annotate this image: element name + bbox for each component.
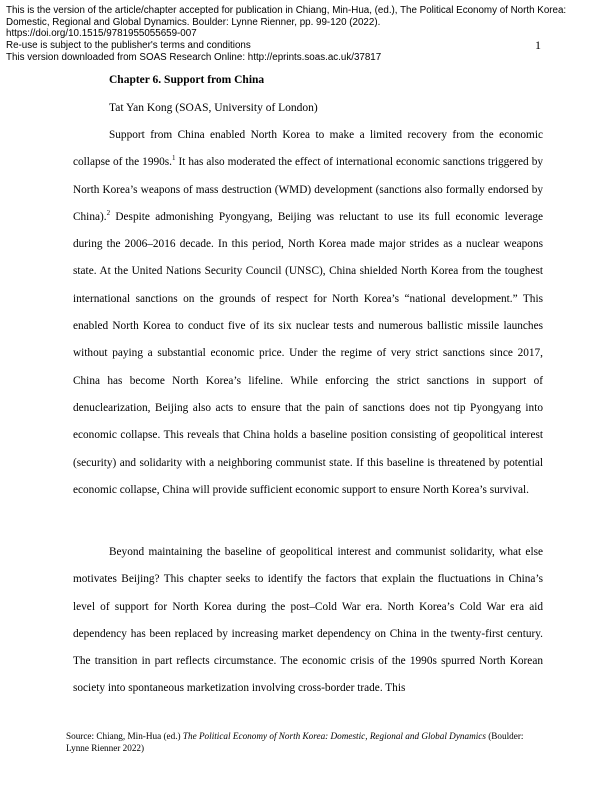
footnote-ref-1[interactable]: 1 (172, 154, 176, 163)
header-line: Domestic, Regional and Global Dynamics. Boulder: Lynne Rienner, pp. 99-120 (2022). (6, 16, 381, 28)
header-line: Re-use is subject to the publisher's terms and conditions (6, 40, 251, 52)
repository-header (6, 5, 606, 64)
body-paragraph-2: Beyond maintaining the baseline of geopolitical interest and communist solidarity, what else motivates Beijing? This chapter seeks to identify the factors that explain the fluctuations in China’s level of support for North Korea during the post–Cold War era. North Korea’s Cold War era aid dependency has been replaced by increasing market dependency on China in the twenty-first century. The transition in part reflects circumstance. The economic crisis of the 1990s spurred North Korean society into spontaneous marketization involving cross-border trade. This (73, 546, 543, 695)
header-line: This is the version of the article/chapter accepted for publication in Chiang, Min-Hua, (ed.), The Political Economy of North Korea: (6, 5, 567, 16)
source-footer (66, 731, 546, 755)
body-paragraph-1 (73, 122, 543, 504)
footer-book-title: The Political Economy of North Korea: Domestic, Regional and Global Dynamics (182, 731, 486, 741)
footnote-ref-2[interactable]: 2 (106, 208, 111, 217)
paragraph-text: It has also moderated the effect of international economic sanctions triggered by North Korea’s weapons of mass destruction (WMD) development (sanctions also formally endorsed by China). (73, 156, 543, 223)
header-line: https://doi.org/10.1515/9781955055659-007 (6, 28, 197, 40)
footer-suffix: (Boulder: Lynne Rienner 2022) (66, 731, 524, 753)
page-number: 1 (535, 38, 541, 52)
chapter-title: Chapter 6. Support from China (109, 74, 265, 86)
paragraph-text: Despite admonishing Pyongyang, Beijing was reluctant to use its full economic leverage during the 2006–2016 decade. In this period, North Korea made major strides as a nuclear weapons state. At the United Nations Security Council (UNSC), China shielded North Korea from the toughest international sanctions on the grounds of respect for North Korea’s “national development.” This enabled North Korea to conduct five of its six nuclear tests and numerous ballistic missile launches without paying a substantial economic price. Under the regime of very strict sanctions since 2017, China has become North Korea’s lifeline. While enforcing the strict sanctions in support of denuclearization, Beijing also acts to ensure that the pain of sanctions does not tip Pyongyang into economic collapse. This reveals that China holds a baseline position consisting of geopolitical interest (security) and solidarity with a neighboring communist state. If this baseline is threatened by potential economic collapse, China will provide sufficient economic support to ensure North Korea’s survival. (73, 210, 543, 496)
author-line: Tat Yan Kong (SOAS, University of London) (109, 102, 318, 114)
header-line: This version downloaded from SOAS Research Online: http://eprints.soas.ac.uk/37817 (6, 51, 382, 63)
paragraph-text: Support from China enabled North Korea to make a limited recovery from the economic collapse of the 1990s. (73, 129, 543, 169)
footer-prefix: Source: Chiang, Min-Hua (ed.) (66, 731, 183, 741)
